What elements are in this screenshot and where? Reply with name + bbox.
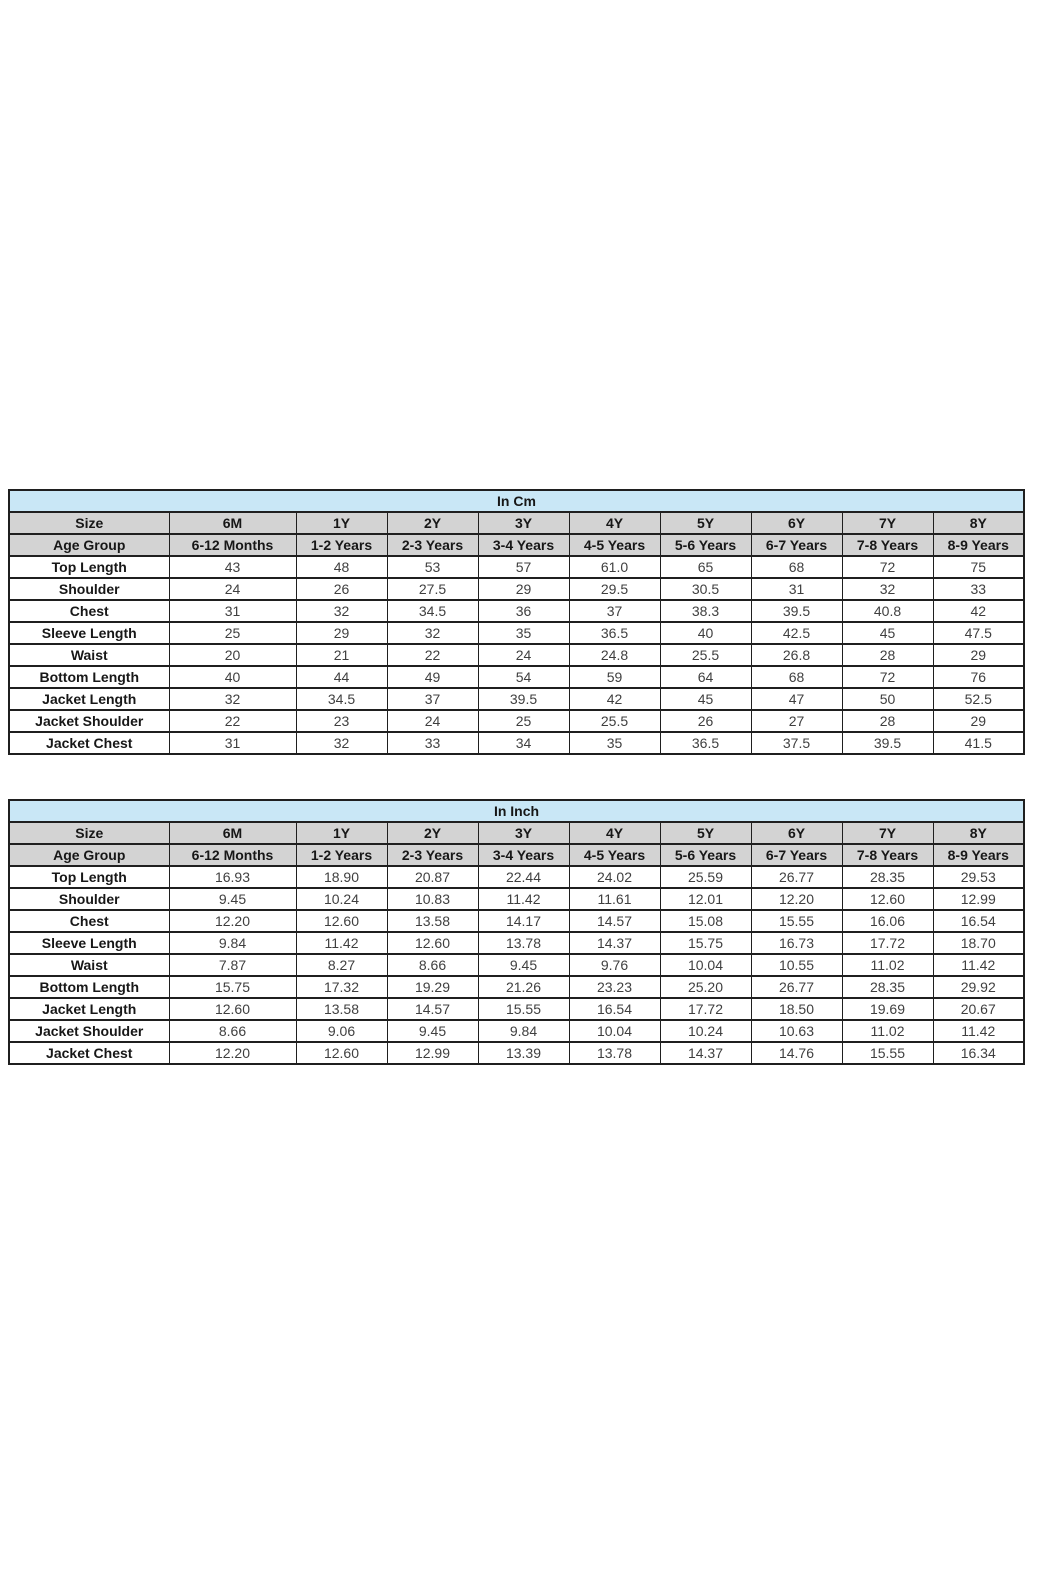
measurement-value: 40 [169, 666, 296, 688]
measurement-value: 16.54 [933, 910, 1024, 932]
age-group-header-cell: 7-8 Years [842, 534, 933, 556]
measurement-value: 27 [751, 710, 842, 732]
measurement-value: 37 [569, 600, 660, 622]
age-group-header-cell: 4-5 Years [569, 534, 660, 556]
measurement-value: 13.58 [296, 998, 387, 1020]
measurement-value: 31 [169, 732, 296, 754]
measurement-value: 39.5 [842, 732, 933, 754]
table-row [9, 976, 1024, 998]
measurement-value: 17.72 [660, 998, 751, 1020]
size-header-cell: 6Y [751, 822, 842, 844]
measurement-value: 17.32 [296, 976, 387, 998]
measurement-value: 15.75 [660, 932, 751, 954]
measurement-value: 16.73 [751, 932, 842, 954]
table-row [9, 556, 1024, 578]
measurement-value: 22.44 [478, 866, 569, 888]
measurement-value: 68 [751, 556, 842, 578]
measurement-value: 68 [751, 666, 842, 688]
size-header-cell: 6M [169, 512, 296, 534]
measurement-value: 72 [842, 666, 933, 688]
measurement-value: 18.90 [296, 866, 387, 888]
measurement-value: 25.59 [660, 866, 751, 888]
measurement-value: 25.5 [569, 710, 660, 732]
measurement-value: 61.0 [569, 556, 660, 578]
measurement-value: 12.99 [387, 1042, 478, 1064]
table-row [9, 910, 1024, 932]
measurement-value: 28 [842, 644, 933, 666]
measurement-value: 37.5 [751, 732, 842, 754]
measurement-value: 26.77 [751, 866, 842, 888]
measurement-value: 42 [569, 688, 660, 710]
measurement-value: 9.76 [569, 954, 660, 976]
measurement-value: 12.20 [751, 888, 842, 910]
measurement-value: 12.60 [842, 888, 933, 910]
size-header-cell: 7Y [842, 512, 933, 534]
age-group-header-cell: 3-4 Years [478, 534, 569, 556]
measurement-value: 14.37 [660, 1042, 751, 1064]
age-group-header-cell: 1-2 Years [296, 844, 387, 866]
measurement-value: 28.35 [842, 976, 933, 998]
measurement-value: 15.08 [660, 910, 751, 932]
measurement-label: Jacket Chest [9, 732, 169, 754]
measurement-label: Jacket Length [9, 688, 169, 710]
measurement-value: 15.55 [478, 998, 569, 1020]
age-group-header-cell: 6-12 Months [169, 844, 296, 866]
measurement-label: Jacket Shoulder [9, 710, 169, 732]
table-row [9, 666, 1024, 688]
table-row [9, 954, 1024, 976]
measurement-value: 12.99 [933, 888, 1024, 910]
measurement-value: 44 [296, 666, 387, 688]
measurement-value: 24 [478, 644, 569, 666]
measurement-value: 11.02 [842, 954, 933, 976]
table-row [9, 710, 1024, 732]
measurement-value: 8.66 [387, 954, 478, 976]
measurement-value: 10.63 [751, 1020, 842, 1042]
size-header-label: Size [9, 822, 169, 844]
measurement-value: 10.83 [387, 888, 478, 910]
measurement-value: 10.24 [296, 888, 387, 910]
measurement-value: 45 [842, 622, 933, 644]
measurement-value: 31 [751, 578, 842, 600]
measurement-value: 29.53 [933, 866, 1024, 888]
measurement-value: 19.29 [387, 976, 478, 998]
measurement-value: 12.20 [169, 910, 296, 932]
measurement-value: 38.3 [660, 600, 751, 622]
size-header-cell: 3Y [478, 822, 569, 844]
measurement-value: 9.06 [296, 1020, 387, 1042]
size-header-cell: 8Y [933, 512, 1024, 534]
measurement-value: 40.8 [842, 600, 933, 622]
measurement-value: 26.77 [751, 976, 842, 998]
table-row [9, 732, 1024, 754]
measurement-value: 15.55 [842, 1042, 933, 1064]
measurement-value: 75 [933, 556, 1024, 578]
measurement-value: 52.5 [933, 688, 1024, 710]
measurement-value: 21.26 [478, 976, 569, 998]
measurement-value: 32 [296, 600, 387, 622]
age-group-header-cell: 4-5 Years [569, 844, 660, 866]
age-group-header-cell: 5-6 Years [660, 534, 751, 556]
measurement-value: 11.42 [296, 932, 387, 954]
measurement-value: 8.66 [169, 1020, 296, 1042]
measurement-label: Shoulder [9, 578, 169, 600]
measurement-value: 16.93 [169, 866, 296, 888]
age-group-header-cell: 8-9 Years [933, 534, 1024, 556]
measurement-value: 14.17 [478, 910, 569, 932]
measurement-value: 28.35 [842, 866, 933, 888]
size-header-cell: 5Y [660, 822, 751, 844]
size-table-cm-section [8, 489, 1025, 755]
measurement-value: 23 [296, 710, 387, 732]
age-group-header-cell: 8-9 Years [933, 844, 1024, 866]
measurement-value: 64 [660, 666, 751, 688]
size-header-cell: 6M [169, 822, 296, 844]
measurement-value: 29.92 [933, 976, 1024, 998]
measurement-value: 32 [296, 732, 387, 754]
age-group-header-label: Age Group [9, 844, 169, 866]
table-title-row [9, 490, 1024, 512]
table-row [9, 622, 1024, 644]
measurement-value: 25 [169, 622, 296, 644]
measurement-value: 11.02 [842, 1020, 933, 1042]
measurement-value: 41.5 [933, 732, 1024, 754]
table-row [9, 1042, 1024, 1064]
measurement-value: 42.5 [751, 622, 842, 644]
size-header-cell: 4Y [569, 822, 660, 844]
measurement-value: 34 [478, 732, 569, 754]
size-table-cm [8, 489, 1025, 755]
measurement-value: 25.20 [660, 976, 751, 998]
age-group-header-cell: 2-3 Years [387, 534, 478, 556]
table-title: In Cm [9, 490, 1024, 512]
measurement-value: 18.50 [751, 998, 842, 1020]
measurement-value: 12.01 [660, 888, 751, 910]
measurement-value: 9.84 [169, 932, 296, 954]
table-row [9, 1020, 1024, 1042]
measurement-value: 10.04 [569, 1020, 660, 1042]
measurement-value: 20.87 [387, 866, 478, 888]
measurement-value: 39.5 [478, 688, 569, 710]
measurement-value: 53 [387, 556, 478, 578]
measurement-value: 65 [660, 556, 751, 578]
age-group-header-cell: 3-4 Years [478, 844, 569, 866]
measurement-value: 11.61 [569, 888, 660, 910]
measurement-value: 29 [933, 710, 1024, 732]
measurement-value: 23.23 [569, 976, 660, 998]
table-row [9, 644, 1024, 666]
measurement-value: 28 [842, 710, 933, 732]
measurement-value: 12.60 [169, 998, 296, 1020]
measurement-value: 32 [842, 578, 933, 600]
measurement-value: 14.37 [569, 932, 660, 954]
measurement-value: 17.72 [842, 932, 933, 954]
measurement-value: 9.45 [478, 954, 569, 976]
measurement-label: Sleeve Length [9, 622, 169, 644]
table-row [9, 600, 1024, 622]
measurement-value: 29 [478, 578, 569, 600]
measurement-value: 29 [296, 622, 387, 644]
measurement-value: 43 [169, 556, 296, 578]
measurement-label: Chest [9, 600, 169, 622]
measurement-value: 45 [660, 688, 751, 710]
size-header-row [9, 822, 1024, 844]
measurement-value: 24.02 [569, 866, 660, 888]
measurement-value: 10.24 [660, 1020, 751, 1042]
measurement-label: Jacket Length [9, 998, 169, 1020]
measurement-value: 9.45 [387, 1020, 478, 1042]
measurement-value: 13.78 [569, 1042, 660, 1064]
measurement-value: 13.78 [478, 932, 569, 954]
measurement-value: 27.5 [387, 578, 478, 600]
measurement-value: 35 [478, 622, 569, 644]
measurement-value: 14.76 [751, 1042, 842, 1064]
measurement-value: 13.58 [387, 910, 478, 932]
table-row [9, 688, 1024, 710]
measurement-value: 20.67 [933, 998, 1024, 1020]
age-group-header-row [9, 844, 1024, 866]
age-group-header-cell: 6-7 Years [751, 844, 842, 866]
table-row [9, 932, 1024, 954]
measurement-value: 12.60 [387, 932, 478, 954]
measurement-value: 9.45 [169, 888, 296, 910]
size-header-cell: 4Y [569, 512, 660, 534]
measurement-value: 22 [169, 710, 296, 732]
measurement-value: 24 [387, 710, 478, 732]
measurement-value: 21 [296, 644, 387, 666]
measurement-value: 22 [387, 644, 478, 666]
age-group-header-cell: 6-7 Years [751, 534, 842, 556]
measurement-value: 29 [933, 644, 1024, 666]
age-group-header-label: Age Group [9, 534, 169, 556]
measurement-value: 11.42 [933, 1020, 1024, 1042]
measurement-value: 24 [169, 578, 296, 600]
measurement-label: Sleeve Length [9, 932, 169, 954]
table-title: In Inch [9, 800, 1024, 822]
measurement-value: 14.57 [569, 910, 660, 932]
measurement-value: 10.04 [660, 954, 751, 976]
measurement-value: 32 [169, 688, 296, 710]
measurement-value: 26.8 [751, 644, 842, 666]
size-table-inch [8, 799, 1025, 1065]
age-group-header-cell: 6-12 Months [169, 534, 296, 556]
age-group-header-cell: 1-2 Years [296, 534, 387, 556]
size-header-cell: 7Y [842, 822, 933, 844]
size-header-cell: 1Y [296, 822, 387, 844]
measurement-value: 29.5 [569, 578, 660, 600]
measurement-value: 25.5 [660, 644, 751, 666]
measurement-value: 49 [387, 666, 478, 688]
measurement-value: 33 [933, 578, 1024, 600]
measurement-value: 47.5 [933, 622, 1024, 644]
table-row [9, 866, 1024, 888]
size-header-cell: 2Y [387, 822, 478, 844]
measurement-value: 13.39 [478, 1042, 569, 1064]
measurement-value: 12.60 [296, 1042, 387, 1064]
measurement-value: 37 [387, 688, 478, 710]
measurement-value: 50 [842, 688, 933, 710]
size-header-cell: 3Y [478, 512, 569, 534]
measurement-value: 42 [933, 600, 1024, 622]
measurement-label: Bottom Length [9, 666, 169, 688]
measurement-label: Bottom Length [9, 976, 169, 998]
measurement-value: 35 [569, 732, 660, 754]
measurement-value: 36.5 [660, 732, 751, 754]
measurement-value: 36 [478, 600, 569, 622]
size-header-cell: 8Y [933, 822, 1024, 844]
measurement-value: 48 [296, 556, 387, 578]
measurement-label: Waist [9, 644, 169, 666]
measurement-label: Jacket Shoulder [9, 1020, 169, 1042]
measurement-value: 47 [751, 688, 842, 710]
age-group-header-row [9, 534, 1024, 556]
measurement-value: 32 [387, 622, 478, 644]
measurement-value: 16.54 [569, 998, 660, 1020]
measurement-value: 40 [660, 622, 751, 644]
measurement-label: Chest [9, 910, 169, 932]
measurement-value: 39.5 [751, 600, 842, 622]
measurement-value: 8.27 [296, 954, 387, 976]
measurement-value: 30.5 [660, 578, 751, 600]
measurement-value: 24.8 [569, 644, 660, 666]
measurement-value: 26 [660, 710, 751, 732]
measurement-label: Shoulder [9, 888, 169, 910]
age-group-header-cell: 5-6 Years [660, 844, 751, 866]
measurement-value: 16.34 [933, 1042, 1024, 1064]
measurement-value: 16.06 [842, 910, 933, 932]
measurement-value: 76 [933, 666, 1024, 688]
size-header-cell: 2Y [387, 512, 478, 534]
table-title-row [9, 800, 1024, 822]
age-group-header-cell: 7-8 Years [842, 844, 933, 866]
measurement-label: Jacket Chest [9, 1042, 169, 1064]
measurement-value: 15.75 [169, 976, 296, 998]
measurement-value: 59 [569, 666, 660, 688]
measurement-value: 54 [478, 666, 569, 688]
measurement-value: 11.42 [933, 954, 1024, 976]
measurement-label: Top Length [9, 866, 169, 888]
measurement-value: 15.55 [751, 910, 842, 932]
table-row [9, 888, 1024, 910]
measurement-value: 34.5 [387, 600, 478, 622]
measurement-value: 34.5 [296, 688, 387, 710]
size-header-row [9, 512, 1024, 534]
measurement-value: 20 [169, 644, 296, 666]
size-header-label: Size [9, 512, 169, 534]
measurement-value: 14.57 [387, 998, 478, 1020]
size-header-cell: 1Y [296, 512, 387, 534]
measurement-label: Top Length [9, 556, 169, 578]
measurement-value: 19.69 [842, 998, 933, 1020]
measurement-value: 57 [478, 556, 569, 578]
measurement-value: 12.60 [296, 910, 387, 932]
age-group-header-cell: 2-3 Years [387, 844, 478, 866]
measurement-value: 33 [387, 732, 478, 754]
measurement-value: 10.55 [751, 954, 842, 976]
table-row [9, 998, 1024, 1020]
measurement-value: 18.70 [933, 932, 1024, 954]
measurement-value: 11.42 [478, 888, 569, 910]
size-header-cell: 6Y [751, 512, 842, 534]
measurement-value: 9.84 [478, 1020, 569, 1042]
measurement-label: Waist [9, 954, 169, 976]
size-table-inch-section [8, 799, 1025, 1065]
measurement-value: 36.5 [569, 622, 660, 644]
measurement-value: 31 [169, 600, 296, 622]
table-row [9, 578, 1024, 600]
measurement-value: 7.87 [169, 954, 296, 976]
measurement-value: 72 [842, 556, 933, 578]
measurement-value: 26 [296, 578, 387, 600]
measurement-value: 25 [478, 710, 569, 732]
measurement-value: 12.20 [169, 1042, 296, 1064]
size-header-cell: 5Y [660, 512, 751, 534]
